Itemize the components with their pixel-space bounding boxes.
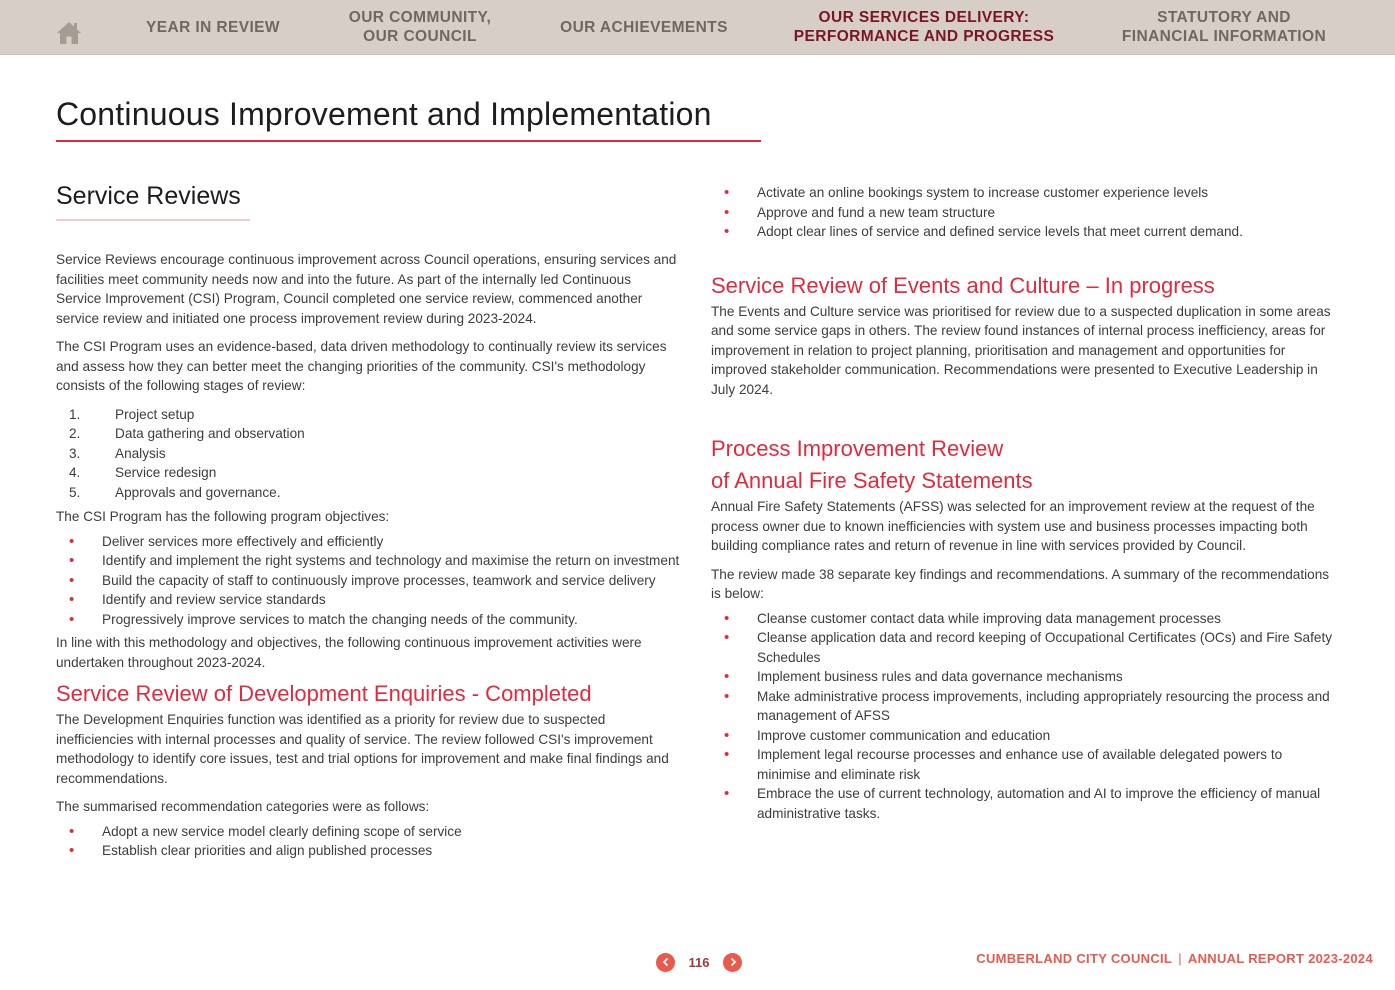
- nav-our-achievements[interactable]: OUR ACHIEVEMENTS: [560, 18, 728, 36]
- development-enquiries-paragraph: The Development Enquiries function was identified as a priority for review due to suspected inefficiencies with internal processes and quality of service. The review followed CSI's improvement methodology to identify core issues, test and trial options for improvement and make final findings and recommendations.: [56, 712, 669, 786]
- left-column: [56, 250, 680, 865]
- events-culture-paragraph: The Events and Culture service was prioritised for review due to a suspected duplication in some areas and some service gaps in others. The review found instances of internal process inefficiency, areas for improvement in relation to project planning, prioritisation and management and opportunities for improved stakeholder communication. Recommendations were presented to Executive Leadership in July 2024.: [711, 303, 1331, 397]
- previous-page-button[interactable]: [656, 953, 675, 972]
- list-number: 2.: [69, 426, 81, 441]
- activities-paragraph: In line with this methodology and objectives, the following continuous improvement activities were undertaken throughout 2023-2024.: [56, 635, 642, 670]
- list-item: • Implement legal recourse processes and enhance use of available delegated powers to minimise and eliminate risk: [711, 745, 1339, 784]
- list-item: • Embrace the use of current technology, automation and AI to improve the efficiency of manual administrative tasks.: [711, 784, 1339, 823]
- list-item: [56, 444, 680, 464]
- list-item: • Establish clear priorities and align published processes: [56, 841, 680, 861]
- title-underline: [56, 140, 761, 142]
- development-recommendations-list: [56, 822, 680, 861]
- next-page-button[interactable]: [723, 953, 742, 972]
- page-number: 116: [688, 954, 710, 970]
- list-item: • Make administrative process improvements, including appropriately resourcing the process and management of AFSS: [711, 687, 1339, 726]
- afss-paragraph: Annual Fire Safety Statements (AFSS) was selected for an improvement review at the request of the process owner due to known inefficiencies with system use and business processes impacting both building compliance rates and return of revenue in line with services provided by Council.: [711, 499, 1315, 553]
- list-item: [56, 463, 680, 483]
- nav-year-in-review[interactable]: YEAR IN REVIEW: [146, 18, 280, 36]
- home-icon: [56, 20, 82, 46]
- list-number: 3.: [69, 445, 81, 461]
- footer-brand: [976, 951, 1373, 966]
- afss-heading-line-2: of Annual Fire Safety Statements: [711, 468, 1033, 493]
- list-item-text: Data gathering and observation: [115, 426, 305, 441]
- footer-report-name: ANNUAL REPORT 2023-2024: [1187, 951, 1373, 966]
- intro-paragraph: Service Reviews encourage continuous improvement across Council operations, ensuring services and facilities meet community needs now and into the future. As part of the internally led Continuous Service Improvement (CSI) Program, Council completed one service review, commenced another service review and initiated one process improvement review during 2023-2024.: [56, 252, 677, 326]
- list-item: • Cleanse application data and record keeping of Occupational Certificates (OCs) and Fire Safety Schedules: [711, 628, 1339, 667]
- right-column: [711, 183, 1339, 827]
- list-number: 1.: [69, 406, 81, 422]
- objectives-list: [56, 532, 680, 630]
- list-item: [56, 483, 680, 503]
- list-item: [56, 424, 680, 444]
- development-enquiries-heading: Service Review of Development Enquiries - Completed: [56, 681, 592, 706]
- section-underline: [56, 219, 250, 221]
- list-number: 5.: [69, 484, 81, 500]
- footer-org-name: CUMBERLAND CITY COUNCIL: [976, 951, 1173, 966]
- list-item: • Identify and implement the right systems and technology and maximise the return on investment: [56, 551, 680, 571]
- list-item-text: Approvals and governance.: [115, 484, 281, 500]
- nav-our-services-delivery[interactable]: OUR SERVICES DELIVERY: PERFORMANCE AND PROGRESS: [793, 9, 1055, 45]
- afss-heading-line-1: Process Improvement Review: [711, 436, 1004, 461]
- list-number: 4.: [69, 465, 81, 480]
- list-item: • Implement business rules and data governance mechanisms: [711, 667, 1339, 687]
- list-item-text: Service redesign: [115, 465, 217, 480]
- list-item-text: Project setup: [115, 406, 195, 422]
- list-item: • Progressively improve services to match the changing needs of the community.: [56, 610, 680, 630]
- afss-summary-intro: The review made 38 separate key findings and recommendations. A summary of the recommendations is below:: [711, 566, 1330, 601]
- list-item: • Build the capacity of staff to continuously improve processes, teamwork and service delivery: [56, 571, 680, 591]
- recommendation-categories-intro: The summarised recommendation categories were as follows:: [56, 799, 430, 814]
- home-button[interactable]: [56, 20, 82, 46]
- list-item: • Identify and review service standards: [56, 590, 680, 610]
- afss-recommendations-list: [711, 609, 1339, 824]
- page-title: Continuous Improvement and Implementation: [56, 96, 712, 132]
- list-item: • Approve and fund a new team structure: [711, 203, 1339, 223]
- footer-separator: |: [1178, 951, 1182, 966]
- events-culture-heading: Service Review of Events and Culture – In progress: [711, 272, 1215, 298]
- section-title: Service Reviews: [56, 182, 241, 210]
- list-item: • Adopt a new service model clearly defining scope of service: [56, 822, 680, 842]
- chevron-left-icon: [661, 957, 671, 967]
- list-item: • Improve customer communication and education: [711, 726, 1339, 746]
- objectives-intro: The CSI Program has the following program objectives:: [56, 509, 390, 524]
- list-item: [56, 405, 680, 425]
- list-item: • Deliver services more effectively and efficiently: [56, 532, 680, 552]
- development-recommendations-continued: [711, 183, 1339, 242]
- top-navigation: [0, 0, 1395, 55]
- list-item-text: Analysis: [115, 445, 166, 461]
- chevron-right-icon: [728, 957, 738, 967]
- list-item: • Activate an online bookings system to increase customer experience levels: [711, 183, 1339, 203]
- list-item: • Cleanse customer contact data while improving data management processes: [711, 609, 1339, 629]
- methodology-paragraph: The CSI Program uses an evidence-based, data driven methodology to continually review its services and assess how they can better meet the changing priorities of the community. CSI's methodology consists of the following stages of review:: [56, 339, 667, 393]
- list-item: • Adopt clear lines of service and defined service levels that meet current demand.: [711, 222, 1339, 242]
- nav-statutory-financial[interactable]: STATUTORY AND FINANCIAL INFORMATION: [1121, 9, 1327, 45]
- nav-our-community[interactable]: OUR COMMUNITY, OUR COUNCIL: [348, 9, 492, 45]
- page-navigation: [656, 952, 742, 972]
- stages-list: [56, 405, 680, 503]
